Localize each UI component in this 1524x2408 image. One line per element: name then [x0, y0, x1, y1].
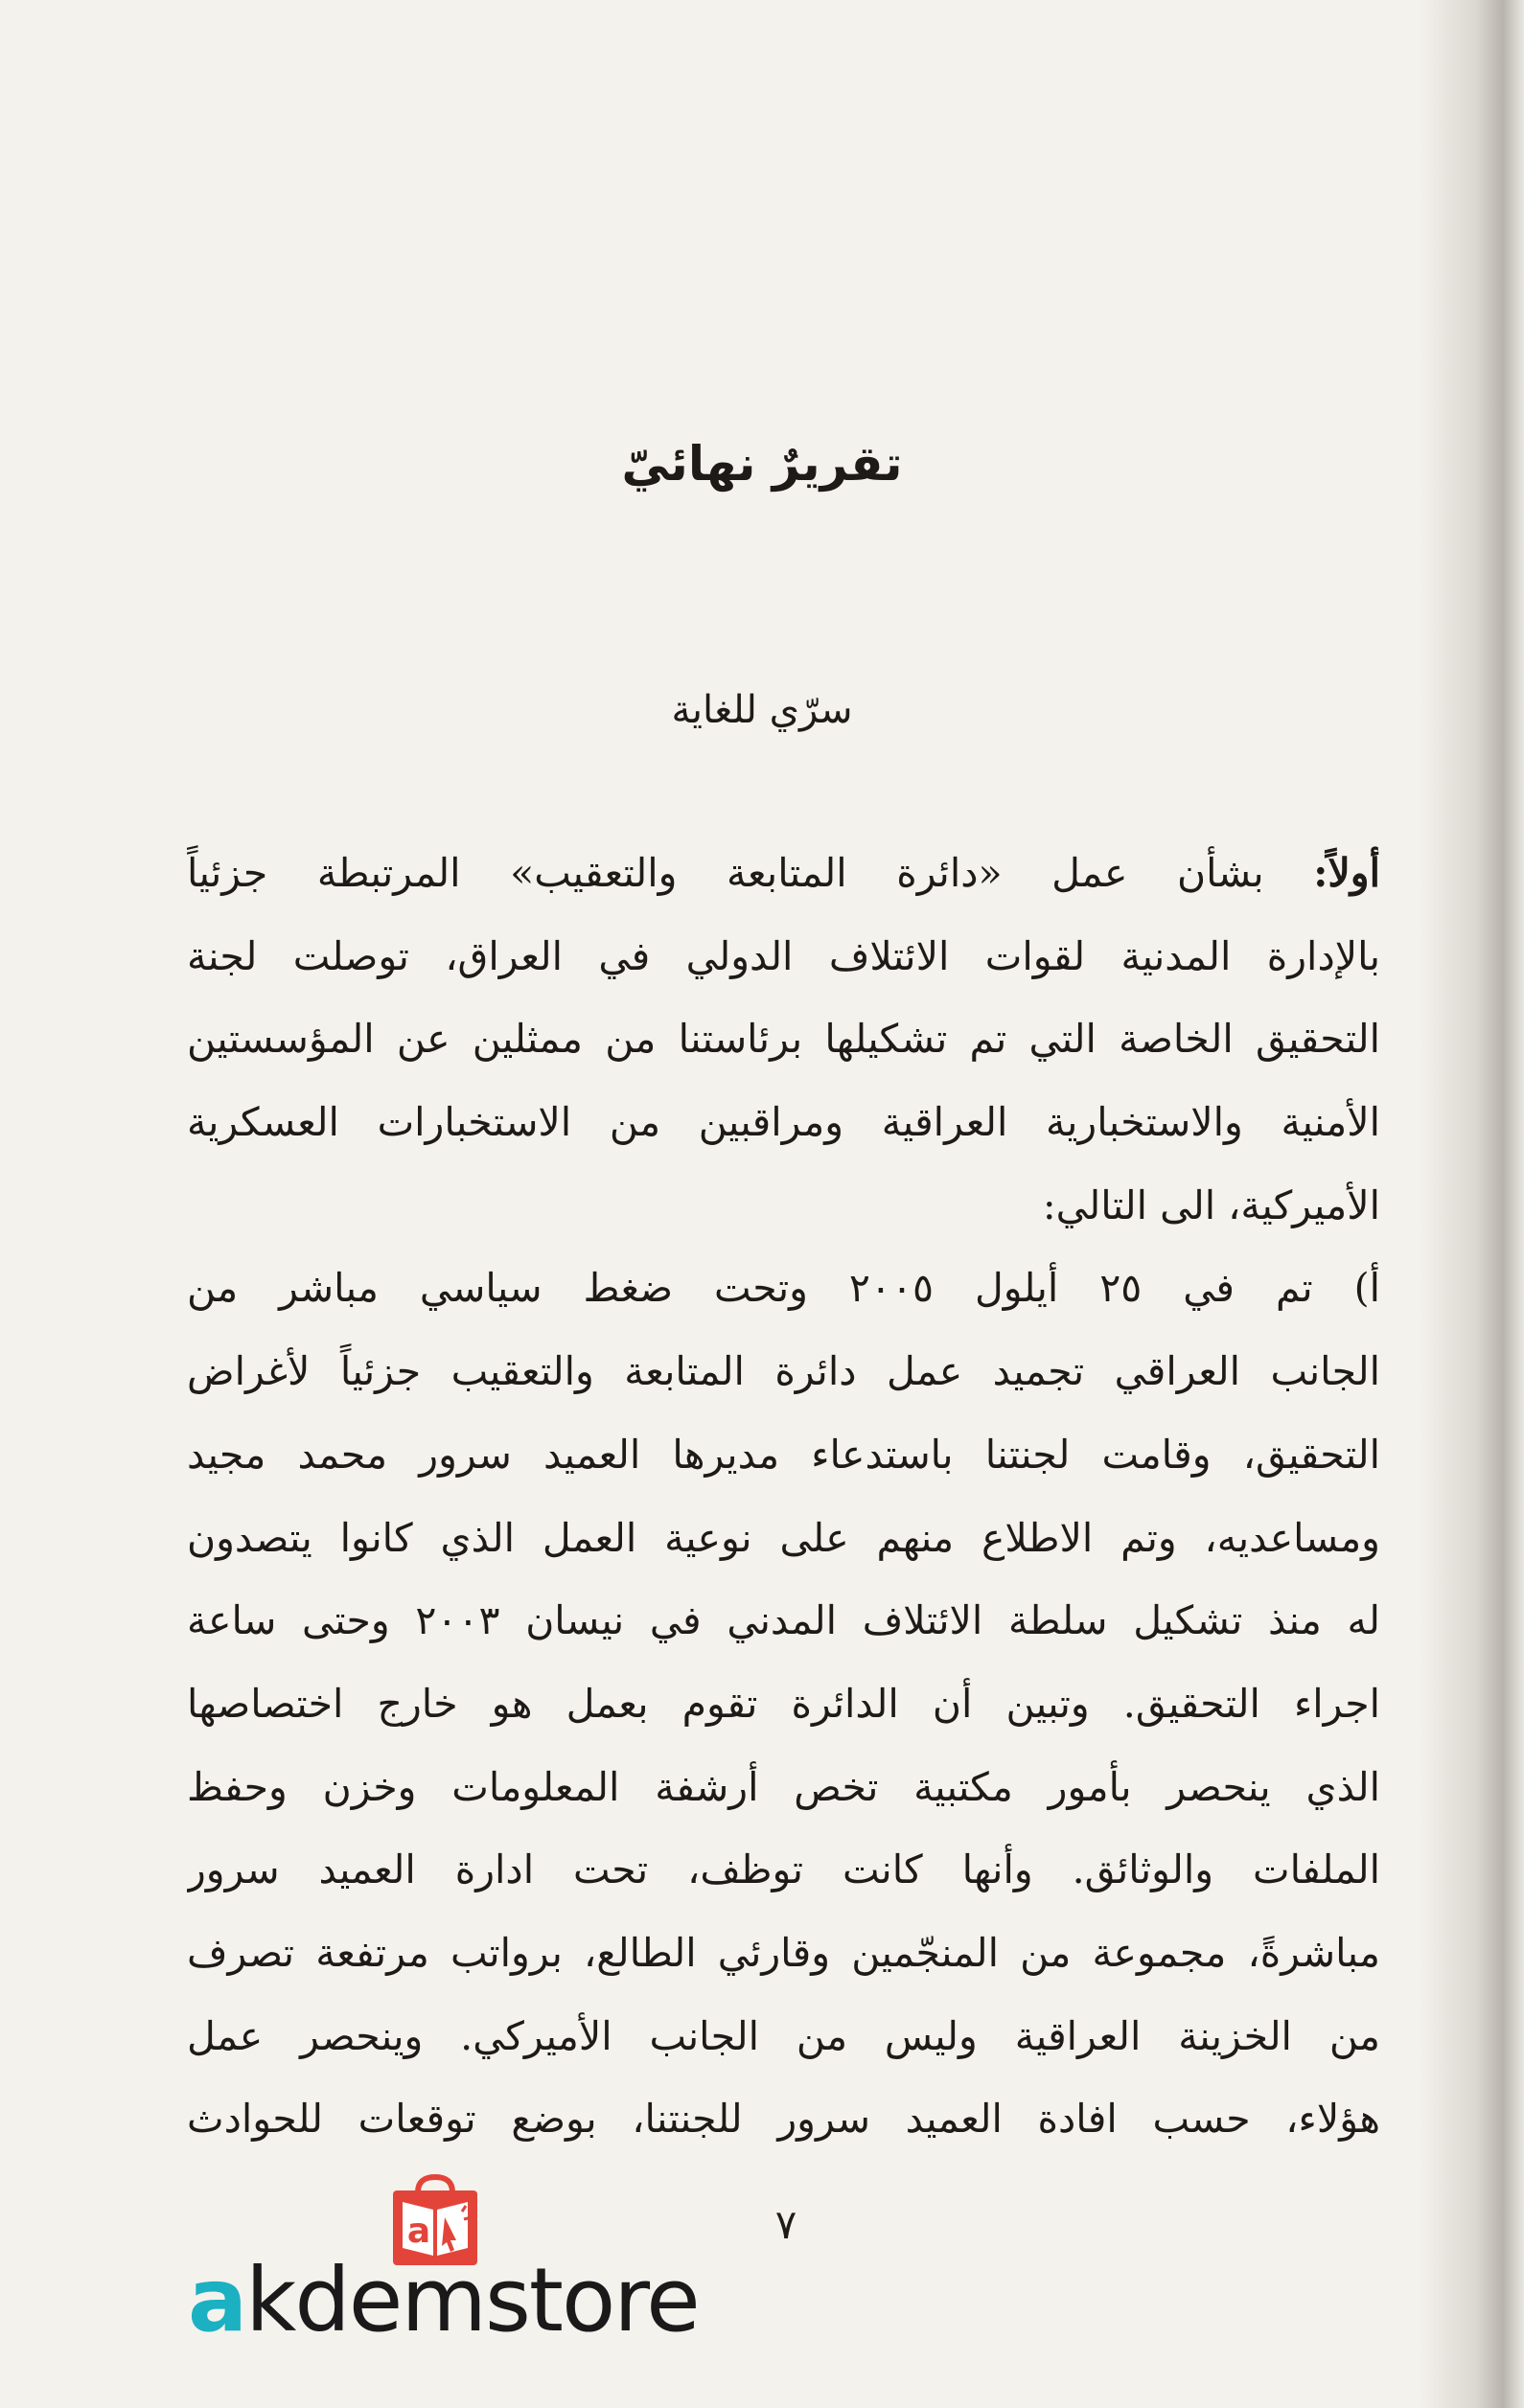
text-line: أ) تم في ٢٥ أيلول ٢٠٠٥ وتحت ضغط سياسي مباشر من	[187, 1265, 1380, 1312]
page-number: ٧	[774, 2201, 797, 2248]
text-line: هؤلاء، حسب افادة العميد سرور للجنتنا، بوضع توقعات للحوادث	[187, 2096, 1380, 2143]
text-line: الملفات والوثائق. وأنها كانت توظف، تحت ادارة العميد سرور	[187, 1846, 1380, 1893]
text-line	[187, 832, 1380, 915]
watermark-brand-rest: kdemstore	[245, 2249, 699, 2351]
text-line: ومساعديه، وتم الاطلاع منهم على نوعية العمل الذي كانوا يتصدون	[187, 1514, 1380, 1561]
text-line: الأمنية والاستخبارية العراقية ومراقبين من الاستخبارات العسكرية	[187, 1099, 1380, 1146]
text-line-content: بشأن عمل «دائرة المتابعة والتعقيب» المرتبطة جزئياً	[187, 850, 1264, 896]
paragraph-lead: أولاً:	[1313, 850, 1380, 896]
page-spine-shadow	[1419, 0, 1524, 2408]
watermark-brand-accent: a	[188, 2249, 246, 2351]
body-paragraph	[187, 832, 1380, 2161]
text-line: مباشرةً، مجموعة من المنجّمين وقارئي الطالع، برواتب مرتفعة تصرف	[187, 1929, 1380, 1976]
text-line: التحقيق الخاصة التي تم تشكيلها برئاستنا من ممثلين عن المؤسستين	[187, 1016, 1380, 1063]
text-line: اجراء التحقيق. وتبين أن الدائرة تقوم بعمل هو خارج اختصاصها	[187, 1680, 1380, 1727]
text-line: الجانب العراقي تجميد عمل دائرة المتابعة والتعقيب جزئياً لأغراض	[187, 1348, 1380, 1395]
text-line: الذي ينحصر بأمور مكتبية تخص أرشفة المعلومات وخزن وحفظ	[187, 1763, 1380, 1810]
page-subtitle: سرّي للغاية	[671, 688, 853, 732]
text-line: التحقيق، وقامت لجنتنا باستدعاء مديرها العميد سرور محمد مجيد	[187, 1431, 1380, 1478]
text-line: بالإدارة المدنية لقوات الائتلاف الدولي في العراق، توصلت لجنة	[187, 932, 1380, 979]
text-line: له منذ تشكيل سلطة الائتلاف المدني في نيسان ٢٠٠٣ وحتى ساعة	[187, 1597, 1380, 1644]
text-line: من الخزينة العراقية وليس من الجانب الأميركي. وينحصر عمل	[187, 2012, 1380, 2059]
page-title: تقريرٌ نهائيّ	[621, 436, 903, 492]
text-line: الأميركية، الى التالي:	[1042, 1181, 1380, 1228]
watermark-brand	[188, 2249, 699, 2351]
badge-letter: a	[406, 2212, 431, 2251]
